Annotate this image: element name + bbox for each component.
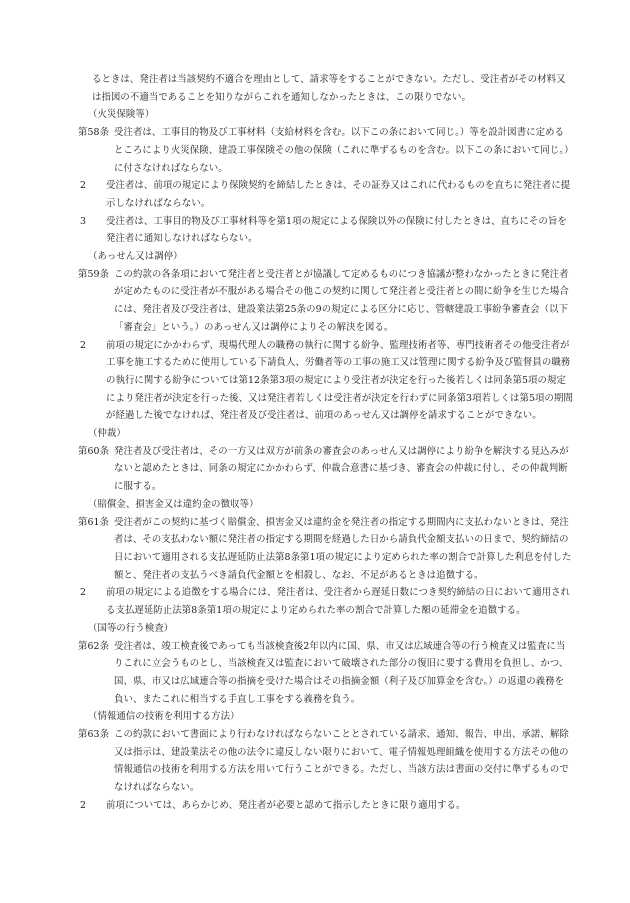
paragraph-text: 前項の規定による追徴をする場合には、発注者は、受注者から遅延日数につき契約締結の日において適用される支払遅延防止法第8条第1項の規定により定められた率の割合で計算した額の延滞金を追徴する。 bbox=[106, 587, 571, 617]
article-number: 第60条 bbox=[78, 445, 110, 457]
paragraph-number: 2 bbox=[80, 339, 87, 351]
heading-fire-insurance: （火災保険等） bbox=[88, 109, 155, 121]
article-59 bbox=[78, 266, 573, 337]
article-text: 発注者及び受注者は、その一方又は双方が前条の審査会のあっせん又は調停により紛争を解決する見込みがないと認めたときは、同条の規定にかかわらず、仲裁合意書に基づき、審査会の仲裁に付し、その仲裁判断に服する。 bbox=[114, 445, 569, 493]
article-61 bbox=[78, 514, 573, 585]
article-number: 第63条 bbox=[78, 729, 110, 741]
heading-damages-collection: （賠償金、損害金又は違約金の徴収等） bbox=[88, 498, 259, 510]
paragraph-text: 受注者は、工事目的物及び工事材料等を第1項の規定による保険以外の保険に付したときは、直ちにその旨を発注者に通知しなければならない。 bbox=[106, 215, 567, 245]
article-61-paragraph-2 bbox=[78, 584, 573, 619]
article-60 bbox=[78, 443, 573, 496]
article-58 bbox=[78, 124, 573, 177]
article-number: 第58条 bbox=[78, 127, 110, 139]
paragraph-number: 2 bbox=[80, 180, 87, 192]
article-63-paragraph-2 bbox=[78, 797, 573, 815]
article-text: 受注者は、竣工検査後であっても当該検査後2年以内に国、県、市又は広域連合等の行う検査又は監査に当りこれに立会うものとし、当該検査又は監査において破壊された部分の復旧に要する費用を負担し、かつ、国、県、市又は広域連合等の指摘を受けた場合はその指摘金額（利子及び加算金を含む。）の返還の義務を負い、またこれに相当する手直し工事をする義務を負う。 bbox=[114, 640, 569, 705]
paragraph-text: 前項については、あらかじめ、発注者が必要と認めて指示したときに限り適用する。 bbox=[106, 799, 466, 811]
paragraph-text: 前項の規定にかかわらず、現場代理人の職務の執行に関する紛争、監理技術者等、専門技術者その他受注者が工事を施工するために使用している下請負人、労働者等の工事の施工又は管理に関する紛争及び監督員の職務の執行に関する紛争については第12条第3項の規定により受注者が決定を行った後若しくは同条第5項の規定により発注者が決定を行った後、又は発注者若しくは受注者が決定を行わずに同条第3項若しくは第5項の期間が経過した後でなければ、発注者及び受注者は、前項のあっせん又は調停を請求することができない。 bbox=[106, 339, 573, 422]
article-63 bbox=[78, 726, 573, 797]
paragraph-text: 受注者は、前項の規定により保険契約を締結したときは、その証券又はこれに代わるものを直ちに発注者に提示しなければならない。 bbox=[106, 180, 571, 209]
heading-ict-methods: （情報通信の技術を利用する方法） bbox=[88, 711, 240, 723]
paragraph-number: 2 bbox=[80, 799, 87, 811]
document-page bbox=[78, 71, 573, 815]
article-text: この約款において書面により行わなければならないこととされている請求、通知、報告、申出、承諾、解除又は指示は、建設業法その他の法令に違反しない限りにおいて、電子情報処理組織を使用する方法その他の情報通信の技術を利用する方法を用いて行うことができる。ただし、当該方法は書面の交付に準ずるものでなければならない。 bbox=[114, 729, 569, 794]
heading-arbitration: （仲裁） bbox=[88, 428, 126, 440]
article-58-paragraph-2 bbox=[78, 177, 573, 212]
paragraph-continued: るときは、発注者は当該契約不適合を理由として、請求等をすることができない。ただし、受注者がその材料又は指図の不適当であることを知りながらこれを通知しなかったときは、この限りでない。 bbox=[92, 74, 566, 103]
article-text: 受注者は、工事目的物及び工事材料（支給材料を含む。以下この条において同じ。）等を設計図書に定めるところにより火災保険、建設工事保険その他の保険（これに準ずるものを含む。以下この条において同じ。）に付さなければならない。 bbox=[114, 127, 569, 174]
article-text: この約款の各条項において発注者と受注者とが協議して定めるものにつき協議が整わなかったときに発注者が定めたものに受注者が不服がある場合その他この契約に関して発注者と受注者との間に紛争を生じた場合には、発注者及び受注者は、建設業法第25条の9の規定による区分に応じ、管轄建設工事紛争審査会（以下「審査会」という。）のあっせん又は調停によりその解決を図る。 bbox=[114, 268, 569, 333]
article-number: 第59条 bbox=[78, 268, 110, 280]
article-62 bbox=[78, 638, 573, 709]
paragraph-number: 3 bbox=[80, 215, 87, 227]
article-59-paragraph-2 bbox=[78, 337, 573, 426]
article-number: 第62条 bbox=[78, 640, 110, 652]
heading-government-inspection: （国等の行う検査） bbox=[88, 622, 174, 634]
article-58-paragraph-3 bbox=[78, 213, 573, 248]
article-text: 受注者がこの契約に基づく賠償金、損害金又は違約金を発注者の指定する期間内に支払わないときは、発注者は、その支払わない額に発注者の指定する期間を経過した日から請負代金額支払いの日まで、契約締結の日において適用される支払遅延防止法第8条第1項の規定により定められた率の割合で計算した利息を付した額と、発注者の支払うべき請負代金額とを相殺し、なお、不足があるときは追徴する。 bbox=[114, 516, 572, 581]
article-number: 第61条 bbox=[78, 516, 110, 528]
paragraph-number: 2 bbox=[80, 587, 87, 599]
heading-mediation: （あっせん又は調停） bbox=[88, 251, 183, 263]
